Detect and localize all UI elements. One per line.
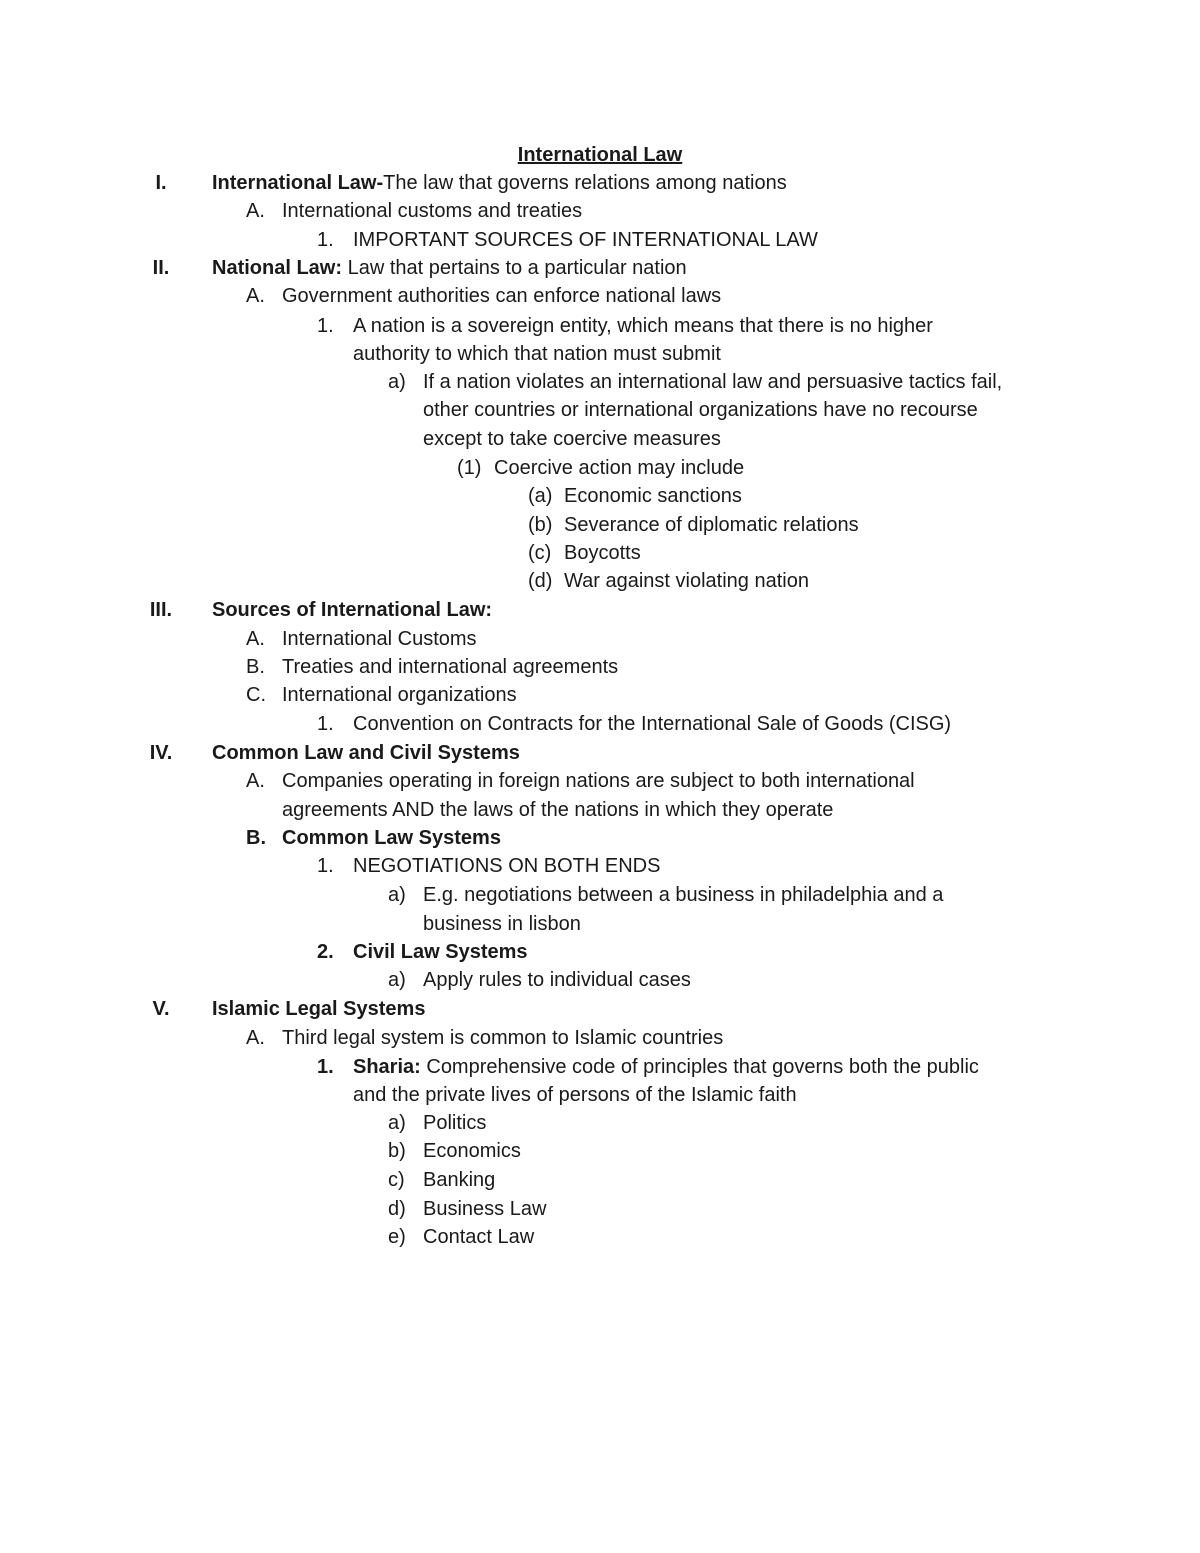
outline-text [423, 368, 1002, 396]
outline-text [282, 681, 517, 709]
outline-body: Apply rules to individual cases [423, 969, 691, 991]
outline-text [564, 511, 859, 539]
outline-body: authority to which that nation must submit [353, 343, 721, 365]
outline-body: Government authorities can enforce national laws [282, 285, 722, 307]
outline-text [212, 169, 787, 197]
outline-line [0, 767, 1200, 795]
outline-body: Economic sanctions [564, 485, 742, 507]
outline-text [282, 796, 833, 824]
outline-body: Economics [423, 1140, 521, 1162]
outline-body: other countries or international organizations have no recourse [423, 399, 978, 421]
outline-marker: V. [152, 998, 170, 1020]
outline-marker: (b) [528, 514, 553, 536]
outline-marker: 1. [317, 315, 334, 337]
outline-line [0, 169, 1200, 197]
outline-line [0, 938, 1200, 966]
outline-marker: C. [246, 684, 266, 706]
outline-text [212, 995, 425, 1023]
outline-text [282, 767, 915, 795]
outline-marker: A. [246, 200, 265, 222]
outline-marker: a) [388, 1112, 406, 1134]
outline-label: Common Law and Civil Systems [212, 742, 520, 764]
outline-body: International Customs [282, 628, 477, 650]
outline-text [423, 1223, 534, 1251]
outline-text [282, 282, 721, 310]
outline-line [0, 340, 1200, 368]
outline-line [0, 1081, 1200, 1109]
outline-label: Common Law Systems [282, 827, 501, 849]
outline-body: Business Law [423, 1198, 547, 1220]
outline-text [212, 254, 687, 282]
outline-line [0, 226, 1200, 254]
outline-line [0, 282, 1200, 310]
outline-body: E.g. negotiations between a business in philadelphia and a [423, 884, 944, 906]
outline-text [423, 1166, 495, 1194]
outline-line [0, 396, 1200, 424]
outline-label: International Law- [212, 172, 384, 194]
outline-marker: 1. [317, 855, 334, 877]
outline-body: Treaties and international agreements [282, 656, 619, 678]
outline-marker: a) [388, 884, 406, 906]
outline-body: except to take coercive measures [423, 428, 721, 450]
outline-body: A nation is a sovereign entity, which means that there is no higher [353, 315, 933, 337]
outline-body: International customs and treaties [282, 200, 583, 222]
outline-text [423, 910, 581, 938]
outline-marker: A. [246, 628, 265, 650]
outline-text [353, 312, 933, 340]
outline-line [0, 1223, 1200, 1251]
outline-text [282, 824, 501, 852]
outline-line [0, 454, 1200, 482]
outline-marker: (1) [457, 457, 482, 479]
outline-text [353, 852, 660, 880]
outline-body: International organizations [282, 684, 517, 706]
outline-line [0, 312, 1200, 340]
outline-marker: (a) [528, 485, 553, 507]
outline-marker: b) [388, 1140, 406, 1162]
outline-line [0, 368, 1200, 396]
outline-text [353, 1053, 979, 1081]
outline-line [0, 796, 1200, 824]
outline-line [0, 653, 1200, 681]
outline-text [564, 567, 809, 595]
outline-marker: d) [388, 1198, 406, 1220]
outline-line [0, 567, 1200, 595]
outline-marker: 1. [317, 713, 334, 735]
outline-text [423, 881, 943, 909]
outline-body: War against violating nation [564, 570, 809, 592]
outline-body: Severance of diplomatic relations [564, 514, 859, 536]
outline-line [0, 625, 1200, 653]
outline-body: Coercive action may include [494, 457, 745, 479]
outline-body: Contact Law [423, 1226, 535, 1248]
outline-text [212, 739, 520, 767]
outline-line [0, 1137, 1200, 1165]
outline-line [0, 596, 1200, 624]
outline-text [423, 966, 691, 994]
outline-marker: 2. [317, 941, 334, 963]
outline-body: Third legal system is common to Islamic countries [282, 1027, 724, 1049]
outline-body: Politics [423, 1112, 487, 1134]
outline-line [0, 710, 1200, 738]
outline-line [0, 1109, 1200, 1137]
outline-marker: 1. [317, 1056, 334, 1078]
outline-body: IMPORTANT SOURCES OF INTERNATIONAL LAW [353, 229, 818, 251]
outline-body: Companies operating in foreign nations are subject to both international [282, 770, 915, 792]
outline-text [353, 1081, 797, 1109]
outline-body: Boycotts [564, 542, 641, 564]
outline-line [0, 539, 1200, 567]
outline-marker: I. [155, 172, 167, 194]
outline-marker: A. [246, 1027, 265, 1049]
outline-marker: IV. [149, 742, 173, 764]
outline-marker: 1. [317, 229, 334, 251]
outline-label: National Law: [212, 257, 343, 279]
outline-line [0, 910, 1200, 938]
outline-text [353, 938, 528, 966]
outline-text [423, 1137, 521, 1165]
outline-marker: (c) [528, 542, 552, 564]
outline-line [0, 739, 1200, 767]
outline-marker: (d) [528, 570, 553, 592]
outline-text [423, 425, 721, 453]
outline-text [423, 1195, 546, 1223]
outline-line [0, 511, 1200, 539]
outline-line [0, 425, 1200, 453]
outline-body: If a nation violates an international law and persuasive tactics fail, [423, 371, 1003, 393]
outline-text [282, 197, 582, 225]
outline-label: Civil Law Systems [353, 941, 528, 963]
outline-marker: B. [246, 827, 266, 849]
outline-marker: III. [149, 599, 173, 621]
outline-body: Law that pertains to a particular nation [342, 257, 687, 279]
outline-text [564, 539, 641, 567]
outline-text [282, 625, 477, 653]
outline-marker: B. [246, 656, 265, 678]
outline-line [0, 995, 1200, 1023]
outline-text [353, 340, 721, 368]
outline-marker: A. [246, 770, 265, 792]
outline-text [282, 1024, 723, 1052]
outline-line [0, 681, 1200, 709]
outline-label: Islamic Legal Systems [212, 998, 426, 1020]
outline-marker: c) [388, 1169, 405, 1191]
outline-text [282, 653, 618, 681]
outline-body: NEGOTIATIONS ON BOTH ENDS [353, 855, 661, 877]
outline-line [0, 482, 1200, 510]
outline-line [0, 197, 1200, 225]
outline-body: Comprehensive code of principles that governs both the public [420, 1056, 979, 1078]
outline-text [423, 1109, 486, 1137]
outline-body: agreements AND the laws of the nations in which they operate [282, 799, 834, 821]
outline-text [423, 396, 978, 424]
outline-marker: II. [152, 257, 170, 279]
outline-marker: a) [388, 371, 406, 393]
outline-line [0, 852, 1200, 880]
document-title: International Law [517, 144, 683, 166]
outline-marker: e) [388, 1226, 406, 1248]
outline-line [0, 1166, 1200, 1194]
outline-text [212, 596, 492, 624]
outline-body: and the private lives of persons of the Islamic faith [353, 1084, 797, 1106]
outline-text [353, 710, 951, 738]
outline-body: Convention on Contracts for the International Sale of Goods (CISG) [353, 713, 952, 735]
outline-body: Banking [423, 1169, 496, 1191]
outline-line [0, 254, 1200, 282]
outline-text [494, 454, 744, 482]
outline-line [0, 1024, 1200, 1052]
outline-body: The law that governs relations among nations [383, 172, 787, 194]
outline-marker: a) [388, 969, 406, 991]
outline-text [353, 226, 818, 254]
outline-line [0, 1053, 1200, 1081]
outline-body: business in lisbon [423, 913, 581, 935]
outline-label: Sources of International Law: [212, 599, 493, 621]
outline-label: Sharia: [353, 1056, 421, 1078]
outline-line [0, 881, 1200, 909]
outline-line [0, 966, 1200, 994]
outline-text [564, 482, 742, 510]
outline-marker: A. [246, 285, 265, 307]
outline-line [0, 1195, 1200, 1223]
outline-line [0, 824, 1200, 852]
